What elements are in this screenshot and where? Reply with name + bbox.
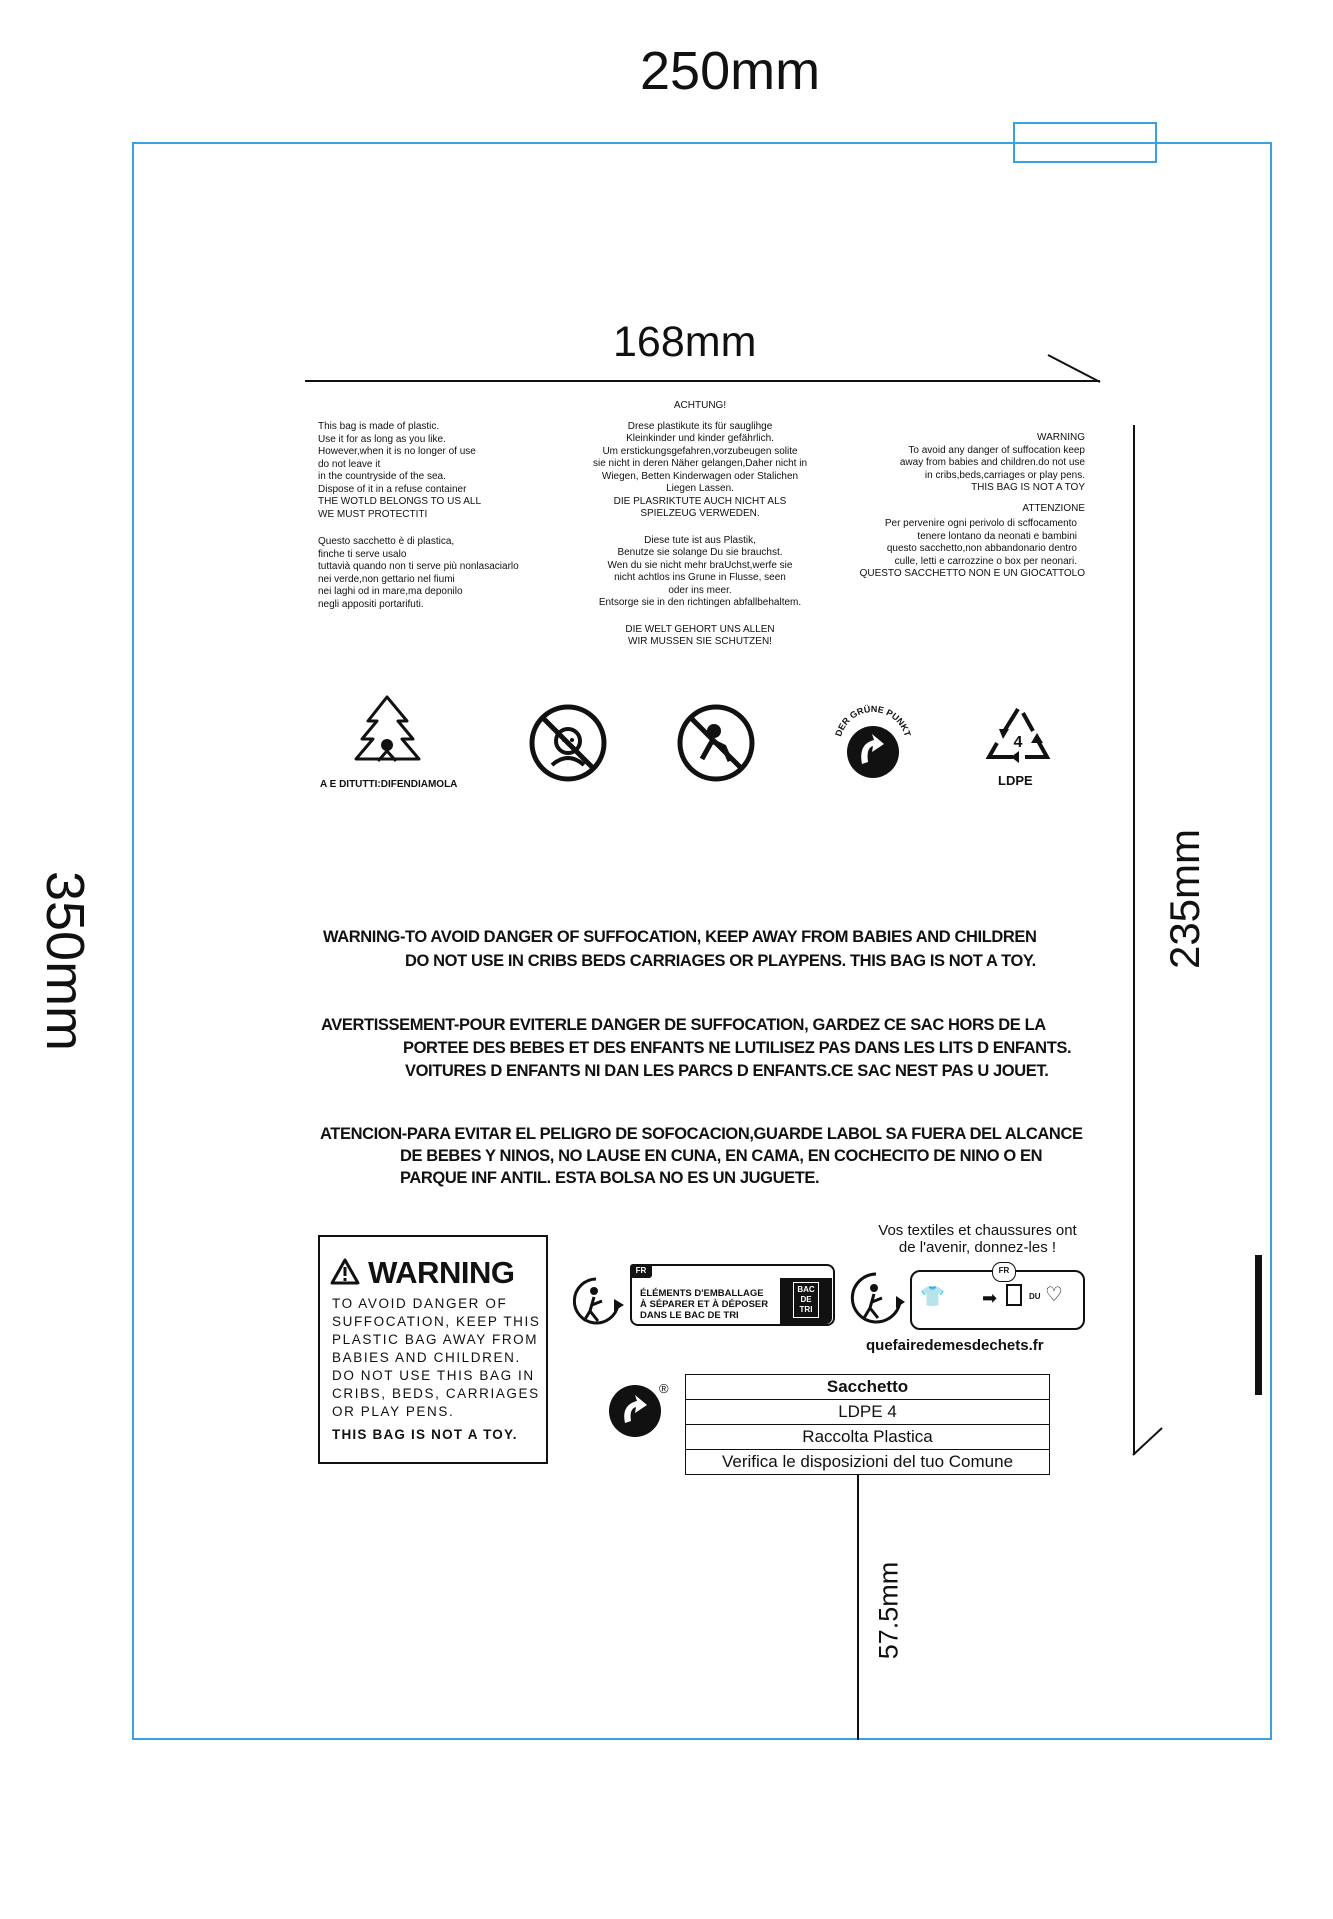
center-line: DIE PLASRIKTUTE AUCH NICHT ALS bbox=[613, 495, 787, 507]
triman-icon bbox=[570, 1275, 626, 1327]
left-text-en bbox=[318, 421, 481, 521]
bin-line: BAC bbox=[797, 1285, 815, 1294]
center-line: Drese plastikute its für sauglihge bbox=[627, 420, 773, 432]
warning-box-body bbox=[332, 1295, 546, 1421]
right-line: tenere lontano da neonati e bambini bbox=[917, 530, 1077, 542]
green-dot-icon bbox=[828, 700, 918, 790]
left-it-line: nei verde,non gettario nel fiumi bbox=[318, 573, 455, 585]
warning-box-line: DO NOT USE THIS BAG IN bbox=[332, 1368, 535, 1383]
left-it-line: negli appositi portarifuti. bbox=[318, 598, 424, 610]
left-en-line: However,when it is no longer of use bbox=[318, 446, 476, 457]
textiles-text bbox=[855, 1222, 1100, 1256]
warning-box-line: OR PLAY PENS. bbox=[332, 1404, 455, 1419]
warning-en-line: DO NOT USE IN CRIBS BEDS CARRIAGES OR PLAYPENS. THIS BAG IS NOT A TOY. bbox=[405, 952, 1036, 970]
center-line: Kleinkinder und kinder gefährlich. bbox=[626, 433, 774, 444]
green-dot-arc-text: DER GRÜNE PUNKT bbox=[833, 703, 913, 738]
recycle-icon bbox=[983, 705, 1053, 767]
right-it-title: ATTENZIONE bbox=[1022, 502, 1085, 514]
right-line: questo sacchetto,non abbandonario dentro bbox=[886, 543, 1077, 554]
right-line: QUESTO SACCHETTO NON E UN GIOCATTOLO bbox=[859, 568, 1085, 579]
center-line: oder ins meer. bbox=[668, 584, 732, 596]
left-it-line: finche ti serve usalo bbox=[318, 548, 407, 560]
seal-mark bbox=[1255, 1255, 1262, 1395]
warning-box-line: SUFFOCATION, KEEP THIS bbox=[332, 1314, 541, 1329]
center-text bbox=[555, 400, 845, 649]
left-it-line: Questo sacchetto è di plastica, bbox=[318, 536, 455, 547]
warning-box-line: BABIES AND CHILDREN. bbox=[332, 1350, 521, 1365]
center-line: SPIELZEUG VERWEDEN. bbox=[640, 508, 760, 519]
warning-es-line: DE BEBES Y NINOS, NO LAUSE EN CUNA, EN CAMA, EN COCHECITO DE NINO O EN bbox=[400, 1147, 1043, 1165]
textiles-box bbox=[910, 1266, 1085, 1330]
left-it-line: nei laghi od in mare,ma deponilo bbox=[318, 586, 463, 597]
triman-bin bbox=[780, 1278, 832, 1324]
textiles-line: de l'avenir, donnez-les ! bbox=[898, 1239, 1057, 1256]
warning-box-title: WARNING bbox=[368, 1255, 515, 1290]
right-line: in cribs,beds,carriages or play pens. bbox=[924, 469, 1085, 481]
width-dimension: 250mm bbox=[640, 41, 821, 101]
textiles-line: Vos textiles et chaussures ont bbox=[878, 1222, 1077, 1239]
center-line: Benutze sie solange Du sie brauchst. bbox=[617, 547, 783, 558]
table-row: Raccolta Plastica bbox=[686, 1425, 1050, 1450]
center-line: nicht achtlos ins Grune in Flusse, seen bbox=[614, 572, 786, 583]
triman-line: À SÉPARER ET À DÉPOSER bbox=[640, 1299, 769, 1310]
center-line: Entsorge sie in den richtingen abfallbehaltem. bbox=[598, 597, 802, 608]
left-en-line: Use it for as long as you like. bbox=[318, 433, 446, 445]
italy-disposal-table bbox=[685, 1374, 1050, 1475]
warning-triangle-icon bbox=[330, 1258, 360, 1285]
left-en-line: in the countryside of the sea. bbox=[318, 471, 446, 482]
textiles-fr-badge: FR bbox=[992, 1262, 1016, 1282]
right-line: culle, letti e carrozzine o box per neonari. bbox=[894, 555, 1077, 567]
warning-box bbox=[318, 1235, 548, 1464]
triman-bin-icon bbox=[793, 1282, 819, 1318]
warning-box-line: TO AVOID DANGER OF bbox=[332, 1296, 508, 1311]
center-line: Diese tute ist aus Plastik, bbox=[644, 534, 756, 546]
warning-box-line: CRIBS, BEDS, CARRIAGES bbox=[332, 1386, 540, 1401]
du-label: DU bbox=[1029, 1292, 1041, 1301]
center-line: sie nicht in deren Näher gelangen,Daher nicht in bbox=[592, 458, 808, 469]
warning-box-heading bbox=[330, 1255, 546, 1291]
warning-fr-line: PORTEE DES BEBES ET DES ENFANTS NE LUTILISEZ PAS DANS LES LITS D ENFANTS. bbox=[403, 1039, 1072, 1057]
center-title: ACHTUNG! bbox=[673, 400, 727, 411]
right-line: Per pervenire ogni perivolo di scffocamento bbox=[884, 518, 1077, 529]
textiles-triman-icon bbox=[848, 1270, 906, 1328]
arrow-right-icon: ➡ bbox=[982, 1288, 998, 1308]
center-line: Wiegen, Betten Kinderwagen oder Stalichen bbox=[601, 470, 799, 482]
hand-heart-icon: ♡ bbox=[1045, 1284, 1063, 1306]
warning-box-line: PLASTIC BAG AWAY FROM bbox=[332, 1332, 539, 1347]
bottom-dimension: 57.5mm bbox=[873, 1561, 904, 1660]
triman-label-box bbox=[630, 1264, 835, 1326]
print-width-arrow bbox=[1040, 350, 1110, 390]
right-text-it bbox=[830, 518, 1085, 581]
left-text-it bbox=[318, 536, 519, 611]
right-text bbox=[830, 432, 1085, 519]
triman-line: ÉLÉMENTS D'EMBALLAGE bbox=[640, 1288, 764, 1299]
print-height-dimension: 235mm bbox=[1161, 828, 1209, 970]
left-en-line: THE WOTLD BELONGS TO US ALL bbox=[318, 496, 482, 507]
warning-fr-line: AVERTISSEMENT-POUR EVITERLE DANGER DE SUFFOCATION, GARDEZ CE SAC HORS DE LA bbox=[321, 1016, 1046, 1034]
center-line: Wen du sie nicht mehr braUchst,werfe sie bbox=[607, 559, 793, 571]
center-line: DIE WELT GEHORT UNS ALLEN bbox=[625, 623, 775, 635]
table-row: Verifica le disposizioni del tuo Comune bbox=[686, 1450, 1050, 1475]
warning-en-line: WARNING-TO AVOID DANGER OF SUFFOCATION, KEEP AWAY FROM BABIES AND CHILDREN bbox=[323, 928, 1037, 946]
green-dot-small-icon bbox=[607, 1383, 663, 1439]
table-row: Sacchetto bbox=[686, 1375, 1050, 1400]
textiles-website: quefairedemesdechets.fr bbox=[866, 1337, 1044, 1354]
warning-es-line: ATENCION-PARA EVITAR EL PELIGRO DE SOFOCACION,GUARDE LABOL SA FUERA DEL ALCANCE bbox=[320, 1125, 1083, 1143]
registered-mark: ® bbox=[659, 1381, 669, 1396]
center-line: Um erstickungsgefahren,vorzubeugen solite bbox=[602, 445, 798, 457]
shirt-icon: 👕 bbox=[920, 1286, 945, 1308]
warning-es-line: PARQUE INF ANTIL. ESTA BOLSA NO ES UN JUGUETE. bbox=[400, 1169, 820, 1187]
left-en-line: do not leave it bbox=[318, 458, 381, 470]
bin-line: DE bbox=[800, 1295, 812, 1304]
bin-line: TRI bbox=[799, 1305, 813, 1314]
triman-line: DANS LE BAC DE TRI bbox=[640, 1310, 739, 1321]
bag-header-tab bbox=[1013, 122, 1157, 163]
warning-box-last: THIS BAG IS NOT A TOY. bbox=[332, 1427, 518, 1442]
recycle-label: LDPE bbox=[998, 773, 1033, 788]
container-icon bbox=[1006, 1284, 1022, 1306]
height-dimension: 350mm bbox=[35, 870, 96, 1052]
bottom-dimension-line bbox=[857, 1475, 859, 1740]
left-it-line: tuttavià quando non ti serve più nonlasaciarlo bbox=[318, 561, 519, 572]
left-en-line: Dispose of it in a refuse container bbox=[318, 483, 467, 495]
triman-text bbox=[640, 1288, 768, 1321]
left-en-line: WE MUST PROTECTITI bbox=[318, 508, 428, 520]
tree-caption: A E DITUTTI:DIFENDIAMOLA bbox=[320, 779, 458, 790]
center-line: Liegen Lassen. bbox=[666, 483, 734, 494]
no-baby-icon bbox=[528, 703, 608, 783]
center-line: WIR MUSSEN SIE SCHUTZEN! bbox=[628, 636, 772, 647]
right-en-title: WARNING bbox=[1037, 432, 1085, 443]
no-child-icon bbox=[676, 703, 756, 783]
tree-icon bbox=[350, 695, 425, 767]
print-height-line bbox=[1133, 425, 1135, 1455]
triman-fr-badge: FR bbox=[630, 1264, 652, 1278]
print-width-line bbox=[305, 380, 1100, 382]
print-width-dimension: 168mm bbox=[613, 318, 757, 366]
left-en-line: This bag is made of plastic. bbox=[318, 421, 440, 432]
recycle-number: 4 bbox=[1013, 734, 1023, 751]
right-line: To avoid any danger of suffocation keep bbox=[908, 444, 1085, 456]
right-line: THIS BAG IS NOT A TOY bbox=[971, 482, 1085, 493]
right-line: away from babies and children.do not use bbox=[899, 457, 1085, 468]
warning-fr-line: VOITURES D ENFANTS NI DAN LES PARCS D ENFANTS.CE SAC NEST PAS U JOUET. bbox=[405, 1062, 1049, 1080]
table-row: LDPE 4 bbox=[686, 1400, 1050, 1425]
print-height-arrow bbox=[1130, 1420, 1170, 1460]
